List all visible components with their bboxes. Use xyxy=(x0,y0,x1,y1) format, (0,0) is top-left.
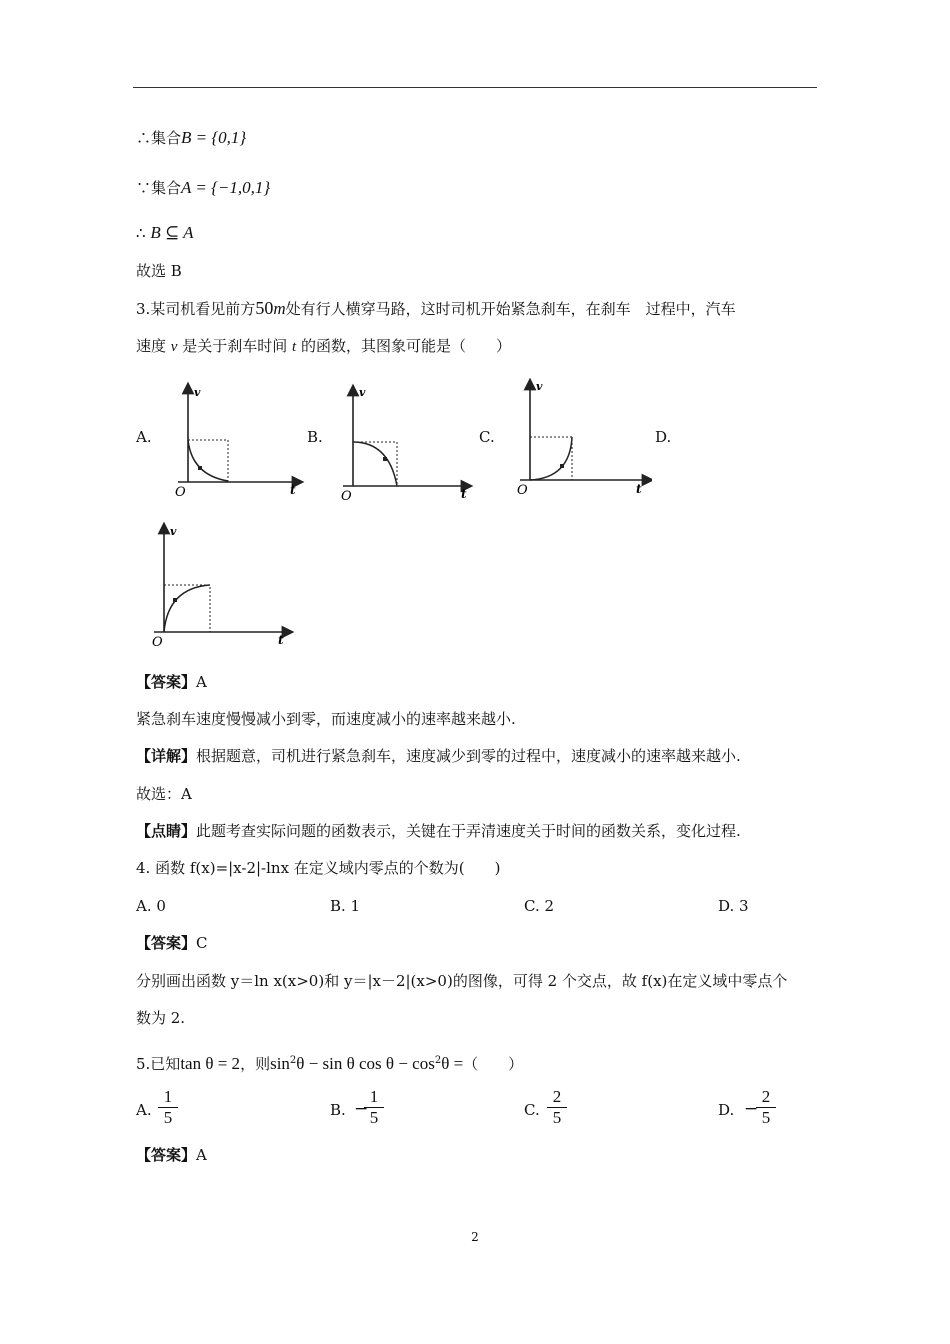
q3-stem-line2: 速度 v 是关于刹车时间 t 的函数，其图象可能是（ ） xyxy=(136,337,512,355)
q5-option-d-sign: − xyxy=(744,1099,759,1119)
q3-comment: 【点睛】此题考查实际问题的函数表示，关键在于弄清速度关于时间的函数关系，变化过程. xyxy=(136,822,741,840)
q3-answer: 【答案】A xyxy=(136,673,207,691)
q3-stem-line1: 3.某司机看见前方50m处有行人横穿马路，这时司机开始紧急刹车，在刹车 过程中，汽车 xyxy=(136,298,736,318)
q4-stem: 4. 函数 f(x)=|x-2|-lnx 在定义域内零点的个数为( ) xyxy=(136,859,501,877)
q3-option-a-label[interactable]: A. xyxy=(136,428,152,446)
q3-detail: 【详解】根据题意，司机进行紧急刹车，速度减少到零的过程中，速度减小的速率越来越小. xyxy=(136,747,741,765)
axis-label-t: t xyxy=(278,633,284,647)
origin-label: O xyxy=(517,483,528,498)
q5-option-a-label[interactable]: A. xyxy=(136,1101,152,1119)
q5-stem: 5.已知tan θ = 2，则$\sin^2\theta - \sin \theta$ $\cos \theta - \cos^2\theta$ =（ ） xyxy=(136,1054,524,1073)
q3-option-c-label[interactable]: C. xyxy=(479,428,495,446)
header-rule xyxy=(133,87,817,88)
q3-option-d-label[interactable]: D. xyxy=(655,428,672,446)
q4-answer: 【答案】C xyxy=(136,934,208,952)
line-choose-b: 故选 B xyxy=(136,262,182,280)
line-therefore-set-b: ∴集合B = {0,1} xyxy=(136,128,247,147)
q3-graph-c xyxy=(512,378,652,503)
q3-option-b-label[interactable]: B. xyxy=(307,428,323,446)
axis-label-t: t xyxy=(636,482,642,496)
q4-analysis-line1: 分别画出函数 y＝ln x(x>0)和 y＝|x－2|(x>0)的图像，可得 2 个交点，故 f(x)在定义域中零点个 xyxy=(136,972,788,990)
q5-option-c-label[interactable]: C. xyxy=(524,1101,540,1119)
q4-option-a[interactable]: A. 0 xyxy=(136,897,166,915)
q5-option-b-label[interactable]: B. xyxy=(330,1101,346,1119)
q5-option-c-fraction: 2 5 xyxy=(547,1088,567,1127)
origin-label: O xyxy=(341,489,352,504)
q5-option-d-fraction: 2 5 xyxy=(756,1088,776,1127)
q5-option-b-fraction: 1 5 xyxy=(364,1088,384,1127)
q5-option-a-fraction: 1 5 xyxy=(158,1088,178,1127)
axis-label-t: t xyxy=(461,487,467,501)
q3-choose: 故选：A xyxy=(136,785,192,803)
q4-option-d[interactable]: D. 3 xyxy=(718,897,749,915)
origin-label: O xyxy=(175,485,186,500)
q3-analysis: 紧急刹车速度慢慢减小到零，而速度减小的速率越来越小. xyxy=(136,710,516,728)
q3-graph-b xyxy=(337,382,477,507)
q3-graph-d xyxy=(148,522,298,652)
q4-option-b[interactable]: B. 1 xyxy=(330,897,361,915)
q5-option-d-label[interactable]: D. xyxy=(718,1101,735,1119)
origin-label: O xyxy=(152,635,163,650)
page-number: 2 xyxy=(471,1230,479,1244)
line-because-set-a: ∵集合A = {−1,0,1} xyxy=(136,178,271,197)
axis-label-v: v xyxy=(170,525,177,538)
axis-label-t: t xyxy=(290,483,296,497)
axis-label-v: v xyxy=(536,380,543,393)
line-subset: ∴ B ⊆ A xyxy=(136,223,194,242)
axis-label-v: v xyxy=(194,386,201,399)
q5-answer: 【答案】A xyxy=(136,1146,207,1164)
q4-analysis-line2: 数为 2. xyxy=(136,1009,186,1027)
axis-label-v: v xyxy=(359,386,366,399)
q4-option-c[interactable]: C. 2 xyxy=(524,897,555,915)
q3-graph-a xyxy=(170,380,310,505)
q5-option-b-sign: − xyxy=(354,1099,369,1119)
